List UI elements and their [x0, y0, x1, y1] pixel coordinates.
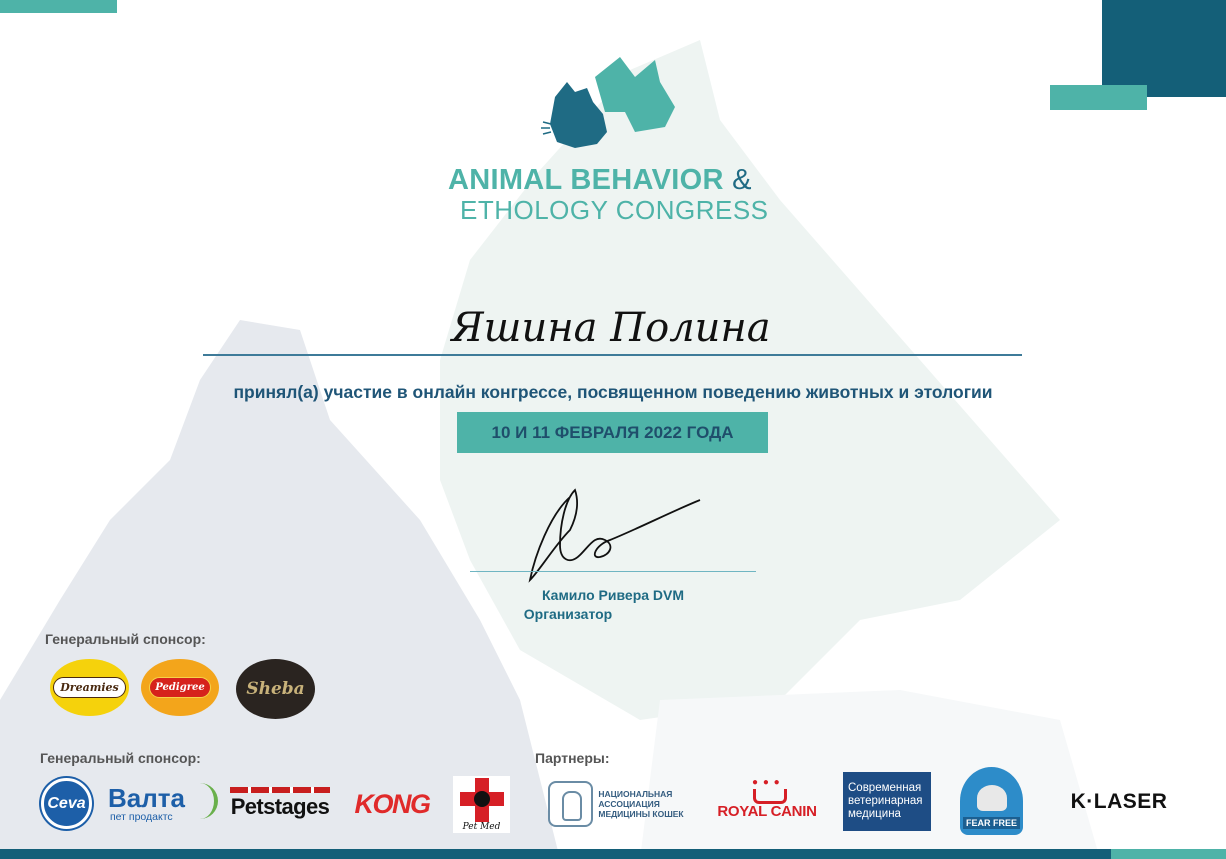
recipient-name: Яшина Полина	[451, 305, 771, 351]
corner-accent-top-left	[0, 0, 117, 13]
nacat-logo-text	[598, 789, 683, 819]
organizer-role: Организатор	[523, 606, 613, 622]
cat-dog-logo-icon	[535, 52, 685, 162]
modern-vet-medicine-logo	[843, 772, 931, 831]
fear-free-logo	[960, 767, 1023, 835]
pedigree-logo-text: Pedigree	[149, 677, 210, 698]
dreamies-logo-text: Dreamies	[53, 677, 125, 698]
valta-swoosh-icon	[188, 783, 218, 819]
kong-logo	[344, 789, 440, 819]
event-date-badge: 10 И 11 ФЕВРАЛЯ 2022 ГОДА	[457, 412, 768, 453]
paw-icon	[474, 791, 490, 807]
dreamies-logo	[50, 659, 129, 716]
corner-accent-top-right	[1102, 0, 1226, 97]
royal-canin-logo-text: ROYAL CANIN	[717, 802, 817, 820]
svm-line2: ветеринарная	[848, 795, 923, 807]
signature-line	[470, 571, 756, 572]
kong-logo-text: KONG	[354, 788, 430, 819]
petmed-cross-icon	[458, 778, 506, 822]
organizer-signature	[515, 485, 705, 585]
petmed-logo	[453, 776, 510, 833]
bottom-accent-teal	[1111, 849, 1226, 859]
nacat-line3: МЕДИЦИНЫ КОШЕК	[598, 809, 684, 819]
crown-icon	[748, 783, 786, 803]
logo-title-line2: ETHOLOGY CONGRESS	[460, 195, 769, 225]
congress-logo	[440, 52, 785, 225]
logo-title-line1: ANIMAL BEHAVIOR &	[448, 164, 752, 196]
bottom-accent-bar	[0, 849, 1226, 859]
valta-logo	[108, 783, 218, 825]
ceva-logo	[41, 778, 92, 829]
cat-cross-icon	[548, 781, 593, 827]
participation-statement: принял(а) участие в онлайн конгрессе, посвященном поведению животных и этологии	[233, 382, 993, 402]
national-cat-medicine-association-logo	[546, 780, 686, 828]
sheba-logo-text: Sheba	[246, 679, 305, 699]
petstages-logo-text: Petstages	[230, 793, 330, 819]
valta-logo-main: Валта	[108, 783, 185, 813]
nacat-line2: АССОЦИАЦИЯ	[598, 799, 660, 809]
fear-free-logo-text: FEAR FREE	[963, 817, 1020, 829]
petmed-logo-text: Pet Med	[462, 821, 501, 832]
ceva-logo-text: Ceva	[47, 794, 86, 812]
sheba-logo	[236, 659, 315, 719]
dog-cat-icon	[977, 785, 1007, 811]
svm-line1: Современная	[848, 782, 922, 794]
general-sponsor-label-1: Генеральный спонсор:	[45, 631, 206, 647]
general-sponsor-label-2: Генеральный спонсор:	[40, 750, 201, 766]
partners-label: Партнеры:	[535, 750, 610, 766]
recipient-underline	[203, 354, 1022, 356]
petstages-stripes-icon	[230, 787, 330, 793]
pedigree-logo	[141, 659, 219, 716]
klaser-logo-text: K·LASER	[1070, 790, 1168, 813]
organizer-name: Камило Ривера DVM	[541, 587, 685, 603]
valta-logo-sub: пет продактс	[110, 811, 173, 823]
klaser-logo	[1052, 788, 1186, 816]
svm-line3: медицина	[848, 808, 901, 820]
nacat-line1: НАЦИОНАЛЬНАЯ	[598, 789, 673, 799]
royal-canin-logo	[712, 778, 822, 824]
petstages-logo	[228, 786, 332, 820]
corner-accent-teal-bar	[1050, 85, 1147, 110]
